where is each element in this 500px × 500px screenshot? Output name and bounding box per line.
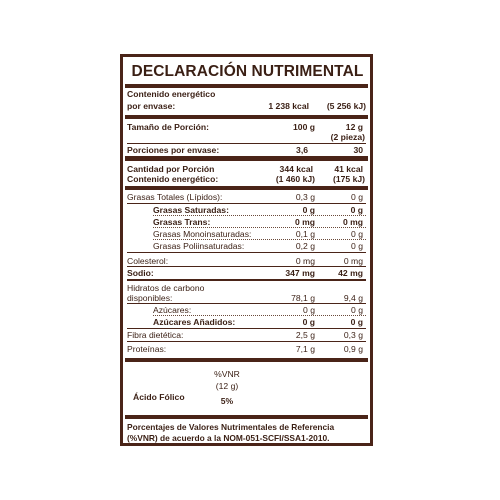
folic-acid-label: Ácido Fólico — [133, 392, 185, 402]
portions-col1: 3,6 — [296, 145, 308, 155]
row-divider — [127, 203, 366, 204]
energy-col1-kcal: 344 kcal — [279, 164, 313, 174]
nutrient-col1-carbs: 78,1 g — [291, 293, 315, 303]
nutrient-col1-total-fat: 0,3 g — [295, 192, 315, 202]
row-divider — [153, 227, 366, 228]
nutrient-col2-sodium: 42 mg — [338, 268, 363, 278]
row-divider — [127, 328, 366, 329]
nutrient-label-cholesterol: Colesterol: — [127, 256, 169, 266]
energy-col2-kj: (175 kJ) — [332, 174, 365, 184]
nutrient-col1-fiber: 2,5 g — [295, 330, 315, 340]
nutrient-col2-poly: 0 g — [351, 241, 363, 251]
nutrient-col2-fiber: 0,3 g — [343, 330, 363, 340]
nutrient-col1-saturated: 0 g — [302, 205, 315, 215]
nutrient-col1-added-sugars: 0 g — [302, 317, 315, 327]
nutrient-col1-poly: 0,2 g — [295, 241, 315, 251]
nutrient-col2-total-fat: 0 g — [351, 192, 363, 202]
portion-size-col2: 12 g — [345, 122, 363, 132]
nutrient-col2-protein: 0,9 g — [343, 344, 363, 354]
label-title: DECLARACIÓN NUTRIMENTAL — [131, 63, 364, 80]
nutrient-col1-sugars: 0 g — [303, 305, 315, 315]
energy-package-kj: (5 256 kJ) — [326, 101, 366, 111]
nutrient-col2-cholesterol: 0 mg — [343, 256, 363, 266]
footer-line2: (%VNR) de acuerdo a la NOM-051-SCFI/SSA1-2010. — [127, 433, 330, 443]
row-divider — [127, 252, 366, 253]
nutrient-col2-added-sugars: 0 g — [350, 317, 363, 327]
nutrient-label-mono: Grasas Monoinsaturadas: — [153, 229, 252, 239]
row-divider — [153, 239, 366, 240]
folic-acid-value: 5% — [220, 396, 234, 406]
portion-size-label: Tamaño de Porción: — [127, 122, 209, 132]
nutrient-col1-mono: 0,1 g — [295, 229, 315, 239]
portion-size-col1: 100 g — [293, 122, 315, 132]
nutrient-label-protein: Proteínas: — [127, 344, 167, 354]
energy-col2-kcal: 41 kcal — [334, 164, 363, 174]
nutrient-col2-saturated: 0 g — [350, 205, 363, 215]
nutrient-label-sugars: Azúcares: — [153, 305, 192, 315]
row-divider — [153, 215, 366, 216]
vnr-header: %VNR — [214, 369, 240, 379]
title-rule — [125, 84, 368, 88]
nutrient-col2-carbs: 9,4 g — [343, 293, 363, 303]
nutrient-label-carbs: Hidratos de carbono — [127, 283, 205, 293]
row-divider — [153, 315, 366, 316]
nutrient-label-saturated: Grasas Saturadas: — [153, 205, 229, 215]
nutrient-label-sodium: Sodio: — [127, 268, 154, 278]
nutrient-col1-protein: 7,1 g — [295, 344, 315, 354]
energy-portion-label2: Contenido energético: — [127, 174, 219, 184]
vnr-rule — [125, 415, 368, 419]
energy-rule — [125, 115, 368, 119]
nutrient-col2-sugars: 0 g — [351, 305, 363, 315]
energy-header-line2: por envase: — [127, 101, 176, 111]
nutrient-label-fiber: Fibra dietética: — [127, 330, 184, 340]
portion-size-col2-note: (2 pieza) — [330, 132, 365, 142]
footer-line1: Porcentajes de Valores Nutrimentales de Referencia — [127, 422, 335, 432]
vnr-portion: (12 g) — [215, 381, 239, 391]
nutrient-col2-trans: 0 mg — [342, 217, 363, 227]
nutrient-col1-cholesterol: 0 mg — [295, 256, 315, 266]
energy-header-line1: Contenido energético — [127, 89, 216, 99]
row-divider — [127, 303, 366, 304]
nutrient-col1-sodium: 347 mg — [285, 268, 315, 278]
nutrient-label-trans: Grasas Trans: — [153, 217, 211, 227]
portions-label: Porciones por envase: — [127, 145, 220, 155]
nutrient-label-added-sugars: Azúcares Añadidos: — [153, 317, 236, 327]
portions-col2: 30 — [353, 145, 363, 155]
energy-package-kcal: 1 238 kcal — [268, 101, 309, 111]
nutrient-label-total-fat: Grasas Totales (Lípidos): — [127, 192, 223, 202]
nutrient-col1-trans: 0 mg — [294, 217, 315, 227]
row-divider — [127, 266, 366, 267]
energy-col1-kj: (1 460 kJ) — [275, 174, 315, 184]
nutrient-col2-mono: 0 g — [351, 229, 363, 239]
energy-portion-rule — [125, 186, 368, 190]
portion-divider — [127, 143, 366, 144]
nutrient-label-carbs-line2: disponibles: — [127, 293, 173, 303]
nutrient-label-poly: Grasas Poliinsaturadas: — [153, 241, 245, 251]
energy-portion-label1: Cantidad por Porción — [127, 164, 215, 174]
nutrition-label — [120, 54, 373, 446]
portions-rule — [125, 156, 368, 161]
row-divider — [127, 341, 366, 342]
sodium-rule — [127, 279, 366, 281]
protein-rule — [125, 358, 368, 362]
